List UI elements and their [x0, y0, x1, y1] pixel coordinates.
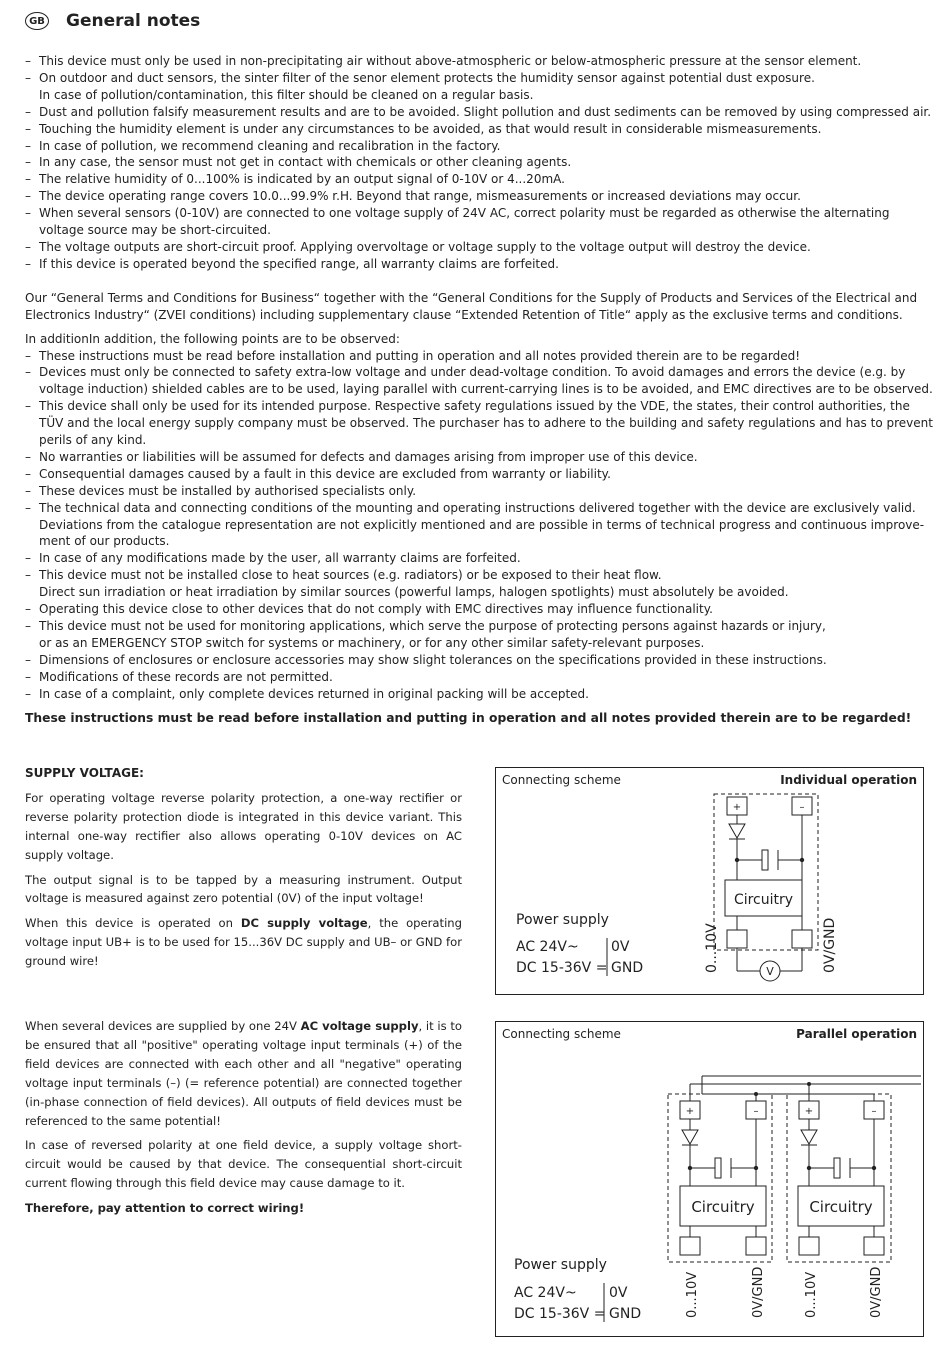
section-heading: SUPPLY VOLTAGE: — [25, 766, 144, 780]
bullet-dash: – — [25, 365, 31, 380]
bullet-dash: – — [25, 483, 31, 498]
bullet-dash: – — [25, 568, 31, 583]
text-span: , it is to be ensured that all "positive" operating voltage input terminals (+) of the field devices are connected with each other and all "negative" operating voltage input terminals (–) (= reference potential) are connected together (in-phase connection of field devices). All outputs of field devices must be referenced to the same potential! — [25, 1019, 462, 1128]
bullet-dash: – — [25, 652, 31, 667]
ac-label: AC 24V~ — [516, 939, 579, 955]
bullet-dash: – — [25, 172, 31, 187]
notes-list-1 — [25, 53, 932, 273]
list-item-text: Operating this device close to other devices that do not comply with EMC directives may influence functionality. — [39, 602, 713, 617]
list-item-text: In case of any modifications made by the user, all warranty claims are forfeited. — [39, 551, 521, 566]
plus-label: + — [804, 1106, 814, 1117]
paragraph: In case of reversed polarity at one field device, a supply voltage short-circuit would be caused by that device. The consequential short-circuit current flowing through this field device may cause damage to it. — [25, 1138, 462, 1191]
list-item — [25, 138, 925, 155]
bullet-dash: – — [25, 104, 31, 119]
wiring-diagram — [496, 1022, 923, 1336]
list-item-text: When several sensors (0-10V) are connected to one voltage supply of 24V AC, correct polarity must be regarded as otherwise the alternating — [39, 206, 890, 221]
addition-intro: In additionIn addition, the following points are to be observed: — [25, 331, 400, 346]
paragraph: For operating voltage reverse polarity protection, a one-way rectifier or reverse polarity protection diode is integrated in this device variant. This internal one-way rectifier also allows operating 0-10V devices on AC supply voltage. — [25, 790, 462, 862]
list-item — [25, 550, 925, 567]
list-item-continuation: ment of our products. — [39, 534, 170, 549]
terminal-out — [727, 930, 747, 948]
bold-span: DC supply voltage — [240, 916, 368, 931]
list-item — [25, 686, 925, 703]
supply-voltage-section — [25, 764, 462, 977]
bullet-dash: – — [25, 138, 31, 153]
list-item-text: This device must only be used in non-precipitating air without above-atmospheric or below-atmospheric pressure at the sensor element. — [39, 54, 862, 68]
gnd-terminal-label: 0V/GND — [751, 1266, 766, 1318]
diagram-title: Connecting scheme — [502, 1027, 621, 1041]
bullet-dash: – — [25, 206, 31, 221]
bullet-dash: – — [25, 189, 31, 204]
power-supply-label: Power supply — [516, 912, 609, 928]
bullet-dash: – — [25, 602, 31, 617]
warning-note: These instructions must be read before installation and putting in operation and all notes provided therein are to be regarded! — [25, 710, 912, 725]
connecting-scheme-individual — [495, 767, 924, 995]
ac-label: AC 24V~ — [514, 1285, 577, 1301]
list-item-continuation: TÜV and the local energy supply company must be observed. The purchaser has to adhere to the building and safety regulations and has to prevent — [39, 416, 933, 431]
notes-list-2 — [25, 348, 933, 703]
list-item-continuation: voltage induction) shielded cables are to be used, laying parallel with current-carrying lines is to be avoided, and EMC directives are to be observed. — [39, 382, 933, 397]
list-item-text: Dimensions of enclosures or enclosure accessories may show slight tolerances on the specifications provided in these instructions. — [39, 652, 827, 667]
list-item — [25, 53, 925, 70]
output-label: 0...10V — [704, 923, 720, 973]
list-item-text: The device operating range covers 10.0...99.9% r.H. Beyond that range, mismeasurements or increased deviations may occur. — [39, 189, 801, 204]
list-item — [25, 188, 925, 205]
list-item-text: In any case, the sensor must not get in contact with chemicals or other cleaning agents. — [39, 155, 572, 170]
circuitry-label: Circuitry — [809, 1198, 873, 1216]
list-item — [25, 104, 932, 121]
wiring-diagram — [496, 768, 923, 994]
output-label: 0...10V — [804, 1271, 819, 1318]
dc-label: DC 15-36V = — [516, 960, 608, 976]
minus-label: – — [799, 802, 805, 813]
list-item-text: Dust and pollution falsify measurement results and are to be avoided. Slight pollution and dust sediments can be removed by using compressed air. — [39, 104, 932, 119]
list-item — [25, 500, 925, 517]
list-item-text: Modifications of these records are not permitted. — [39, 669, 333, 684]
connecting-scheme-parallel — [495, 1021, 924, 1337]
list-item — [25, 239, 925, 256]
bullet-dash: – — [25, 399, 31, 414]
list-item-continuation: voltage source may be short-circuited. — [39, 223, 271, 238]
language-badge: GB — [25, 12, 49, 30]
list-item — [25, 398, 925, 415]
diagram-mode: Individual operation — [780, 773, 917, 787]
list-item — [25, 171, 925, 188]
list-item — [25, 70, 925, 87]
list-item — [25, 669, 925, 686]
list-item — [25, 154, 925, 171]
bullet-dash: – — [25, 121, 31, 136]
bullet-dash: – — [25, 619, 31, 633]
bullet-dash: – — [25, 669, 31, 684]
list-item-text: This device must not be used for monitoring applications, which serve the purpose of protecting persons against hazards or injury, — [39, 619, 826, 633]
list-item — [25, 449, 925, 466]
gnd-terminal-label: 0V/GND — [822, 917, 838, 973]
minus-label: – — [753, 1106, 759, 1117]
ac-supply-section — [25, 1017, 462, 1224]
bullet-dash: – — [25, 551, 31, 566]
text-span: When several devices are supplied by one 24V — [25, 1019, 301, 1033]
list-item — [25, 348, 925, 365]
bullet-dash: – — [25, 686, 31, 701]
diode-symbol — [729, 824, 745, 838]
circuitry-label: Circuitry — [733, 892, 794, 908]
bullet-dash: – — [25, 256, 31, 271]
terms-line: Electronics Industry“ (ZVEI conditions) including supplementary clause “Extended Retention of Title“ apply as the exclusive terms and conditions. — [25, 307, 903, 322]
list-item — [25, 121, 925, 138]
list-item-text: This device shall only be used for its intended purpose. Respective safety regulations issued by the VDE, the states, their control authorities, the — [39, 399, 910, 414]
list-item-text: The relative humidity of 0...100% is indicated by an output signal of 0-10V or 4...20mA. — [39, 172, 565, 187]
list-item-text: No warranties or liabilities will be assumed for defects and damages arising from improper use of this device. — [39, 449, 698, 464]
list-item-text: Devices must only be connected to safety extra-low voltage and under dead-voltage condition. To avoid damages and errors the device (e.g. by — [39, 365, 906, 380]
list-item-continuation: perils of any kind. — [39, 433, 147, 448]
list-item-text: These instructions must be read before installation and putting in operation and all notes provided therein are to be regarded! — [39, 348, 801, 363]
list-item — [25, 364, 925, 381]
terminal-gnd — [792, 930, 812, 948]
list-item-text: In case of a complaint, only complete devices returned in original packing will be accepted. — [39, 686, 589, 701]
list-item — [25, 652, 925, 669]
terms-paragraph — [25, 290, 925, 324]
plus-label: + — [732, 802, 742, 813]
list-item-text: On outdoor and duct sensors, the sinter filter of the senor element protects the humidity sensor against potential dust exposure. — [39, 70, 815, 85]
text-span: When this device is operated on — [25, 916, 241, 931]
gnd-label: GND — [611, 960, 644, 976]
list-item — [25, 618, 925, 635]
bullet-dash: – — [25, 348, 31, 363]
paragraph: Therefore, pay attention to correct wiring! — [25, 1201, 305, 1216]
bullet-dash: – — [25, 70, 31, 85]
voltmeter-label: V — [766, 965, 774, 978]
list-item — [25, 205, 925, 222]
paragraph — [25, 1017, 462, 1130]
plus-label: + — [685, 1106, 695, 1117]
list-item-text: The voltage outputs are short-circuit proof. Applying overvoltage or voltage supply to the voltage output will destroy the device. — [39, 239, 811, 254]
minus-label: – — [871, 1106, 877, 1117]
list-item — [25, 601, 925, 618]
list-item-text: This device must not be installed close to heat sources (e.g. radiators) or be exposed to their heat flow. — [39, 568, 662, 583]
bullet-dash: – — [25, 54, 31, 68]
diagram-mode: Parallel operation — [796, 1027, 917, 1041]
list-item-continuation: Deviations from the catalogue representation are not explicitly mentioned and are possible in terms of technical progress and continuous improve- — [39, 517, 925, 532]
paragraph: The output signal is to be tapped by a measuring instrument. Output voltage is measured against zero potential (0V) of the input voltage! — [25, 872, 462, 906]
bullet-dash: – — [25, 466, 31, 481]
list-item — [25, 483, 925, 500]
bullet-dash: – — [25, 500, 31, 515]
list-item-text: Consequential damages caused by a fault in this device are excluded from warranty or liability. — [39, 466, 611, 481]
dc-label: DC 15-36V = — [514, 1306, 606, 1322]
zero-v-label: 0V — [609, 1285, 628, 1301]
text-span: , the operating voltage input UB+ is to be used for 15...36V DC supply and UB– or GND for ground wire! — [25, 916, 463, 969]
bullet-dash: – — [25, 155, 31, 170]
list-item — [25, 256, 925, 273]
list-item-continuation: In case of pollution/contamination, this filter should be cleaned on a regular basis. — [39, 87, 534, 102]
bullet-dash: – — [25, 449, 31, 464]
list-item-continuation: Direct sun irradiation or heat irradiation by similar sources (powerful lamps, halogen spotlights) must absolutely be avoided. — [39, 585, 789, 600]
gnd-terminal-label: 0V/GND — [869, 1266, 884, 1318]
zero-v-label: 0V — [611, 939, 630, 955]
list-item-text: These devices must be installed by authorised specialists only. — [39, 483, 417, 498]
paragraph — [25, 914, 462, 971]
page-title: General notes — [66, 11, 201, 31]
bold-span: AC voltage supply — [300, 1019, 419, 1033]
list-item-text: Touching the humidity element is under any circumstances to be avoided, as that would result in considerable mismeasurements. — [39, 121, 822, 136]
gnd-label: GND — [609, 1306, 642, 1322]
list-item — [25, 567, 925, 584]
diagram-title: Connecting scheme — [502, 773, 621, 787]
bullet-dash: – — [25, 239, 31, 254]
terms-line: Our “General Terms and Conditions for Business“ together with the “General Conditions for the Supply of Products and Services of the Electrical and — [25, 290, 918, 305]
list-item — [25, 466, 925, 483]
list-item-text: If this device is operated beyond the specified range, all warranty claims are forfeited. — [39, 256, 559, 271]
list-item-text: In case of pollution, we recommend cleaning and recalibration in the factory. — [39, 138, 501, 153]
circuitry-label: Circuitry — [691, 1198, 755, 1216]
power-supply-label: Power supply — [514, 1257, 607, 1273]
capacitor-symbol — [762, 850, 768, 870]
list-item-continuation: or as an EMERGENCY STOP switch for systems or machinery, or for any other similar safety-relevant purposes. — [39, 635, 705, 650]
general-notes — [25, 53, 933, 725]
output-label: 0...10V — [685, 1271, 700, 1318]
list-item-text: The technical data and connecting conditions of the mounting and operating instructions delivered together with the device are exclusively valid. — [39, 500, 916, 515]
